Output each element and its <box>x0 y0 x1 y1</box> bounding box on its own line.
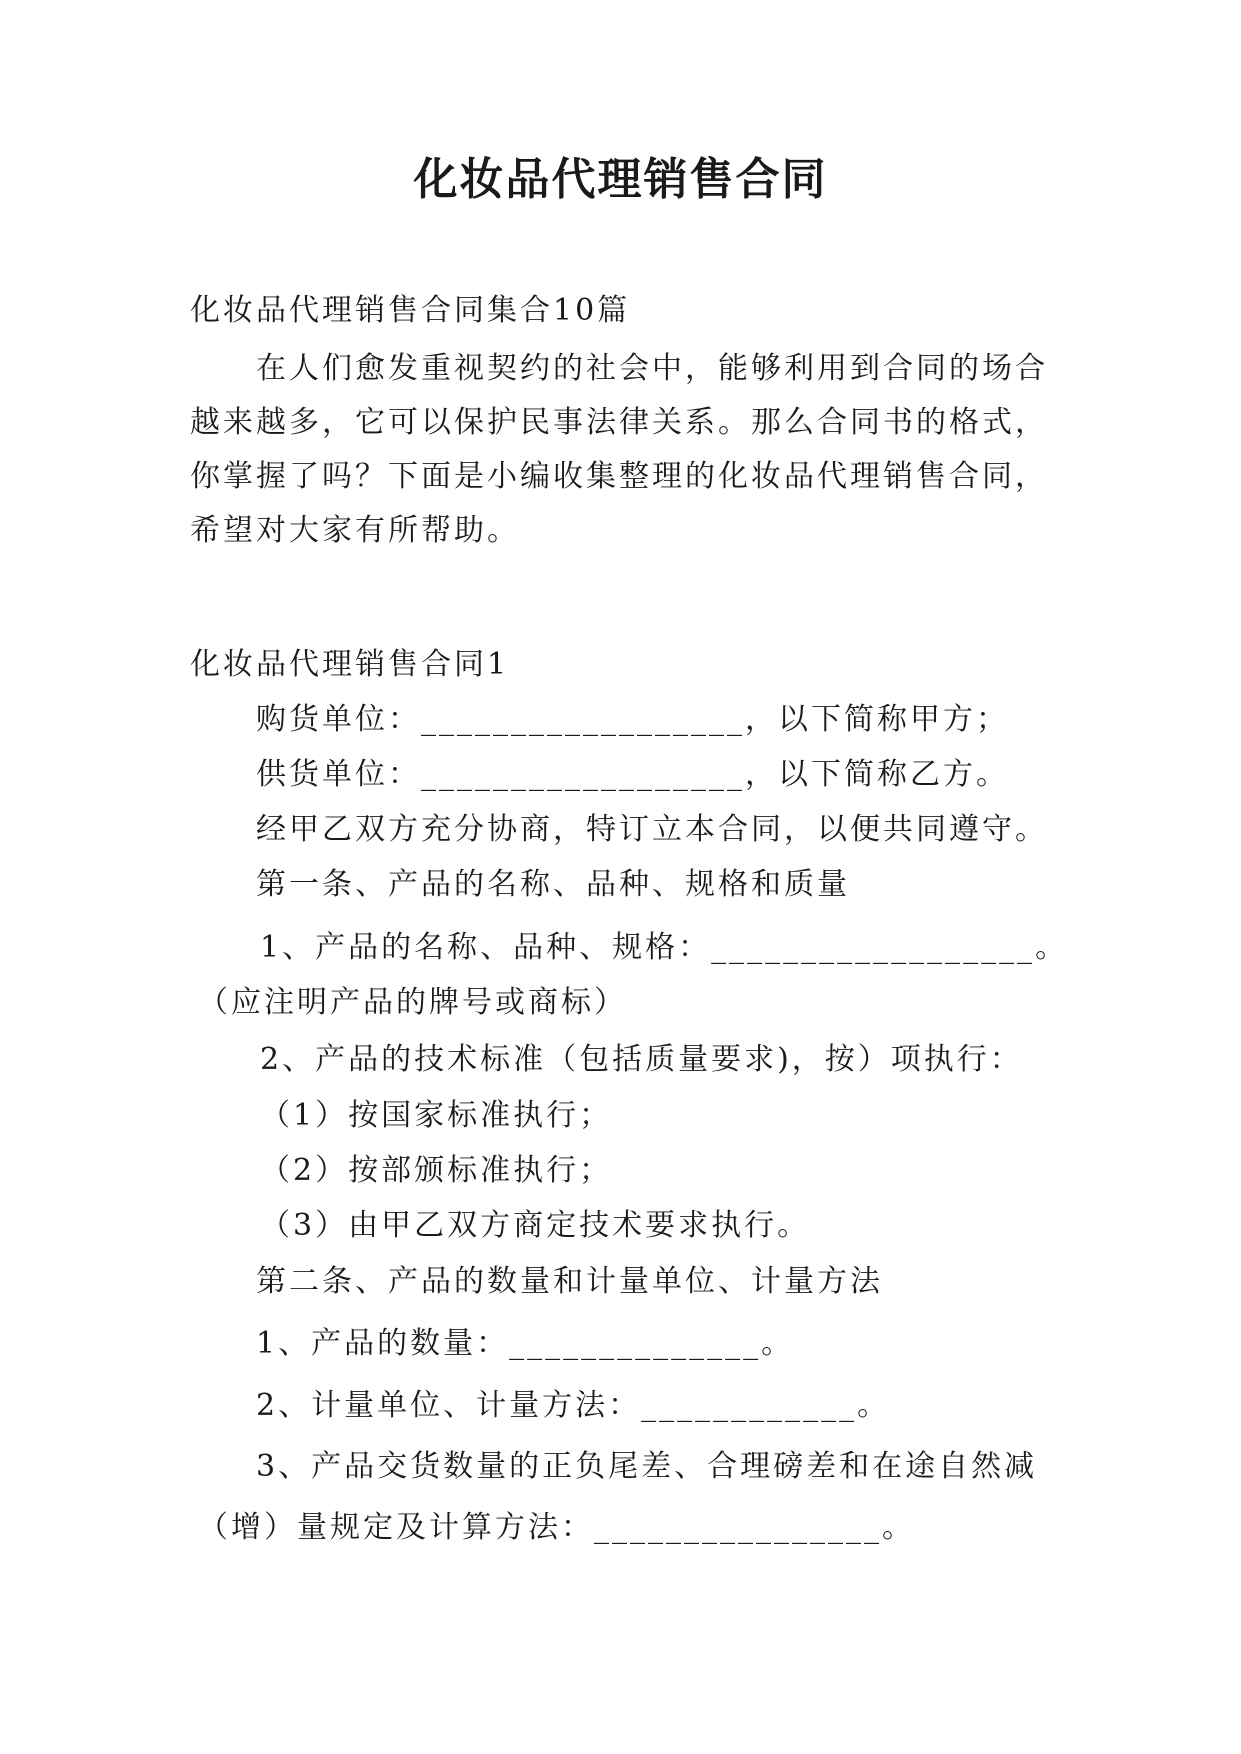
seller-line: 供货单位：__________________，以下简称乙方。 <box>256 757 1009 792</box>
article1-option: （3）由甲乙双方商定技术要求执行。 <box>260 1208 811 1243</box>
article1-heading: 第一条、产品的名称、品种、规格和质量 <box>256 867 850 902</box>
article2-heading: 第二条、产品的数量和计量单位、计量方法 <box>256 1264 883 1299</box>
article2-item3: 3、产品交货数量的正负尾差、合理磅差和在途自然减 <box>256 1449 1038 1484</box>
buyer-line: 购货单位：__________________，以下简称甲方； <box>256 702 1009 737</box>
document-subtitle: 化妆品代理销售合同集合10篇 <box>190 293 631 328</box>
contract-heading: 化妆品代理销售合同1 <box>190 647 510 682</box>
article2-item1: 1、产品的数量：______________。 <box>256 1326 795 1361</box>
agreement-line: 经甲乙双方充分协商，特订立本合同，以便共同遵守。 <box>256 812 1048 847</box>
intro-line: 越来越多，它可以保护民事法律关系。那么合同书的格式， <box>190 405 1048 440</box>
article1-option: （2）按部颁标准执行； <box>260 1153 613 1188</box>
article1-option: （1）按国家标准执行； <box>260 1098 613 1133</box>
article1-item2: 2、产品的技术标准（包括质量要求)，按）项执行： <box>260 1042 1023 1077</box>
intro-line: 在人们愈发重视契约的社会中，能够利用到合同的场合 <box>256 351 1048 386</box>
article1-item1: 1、产品的名称、品种、规格：__________________。 <box>260 930 1069 965</box>
intro-line: 希望对大家有所帮助。 <box>190 513 520 548</box>
document-title: 化妆品代理销售合同 <box>413 154 828 205</box>
intro-line: 你掌握了吗？下面是小编收集整理的化妆品代理销售合同， <box>190 459 1048 494</box>
article1-item1-note: （应注明产品的牌号或商标） <box>198 985 627 1020</box>
article2-item3-cont: （增）量规定及计算方法：________________。 <box>198 1510 915 1545</box>
article2-item2: 2、计量单位、计量方法：____________。 <box>256 1388 891 1423</box>
